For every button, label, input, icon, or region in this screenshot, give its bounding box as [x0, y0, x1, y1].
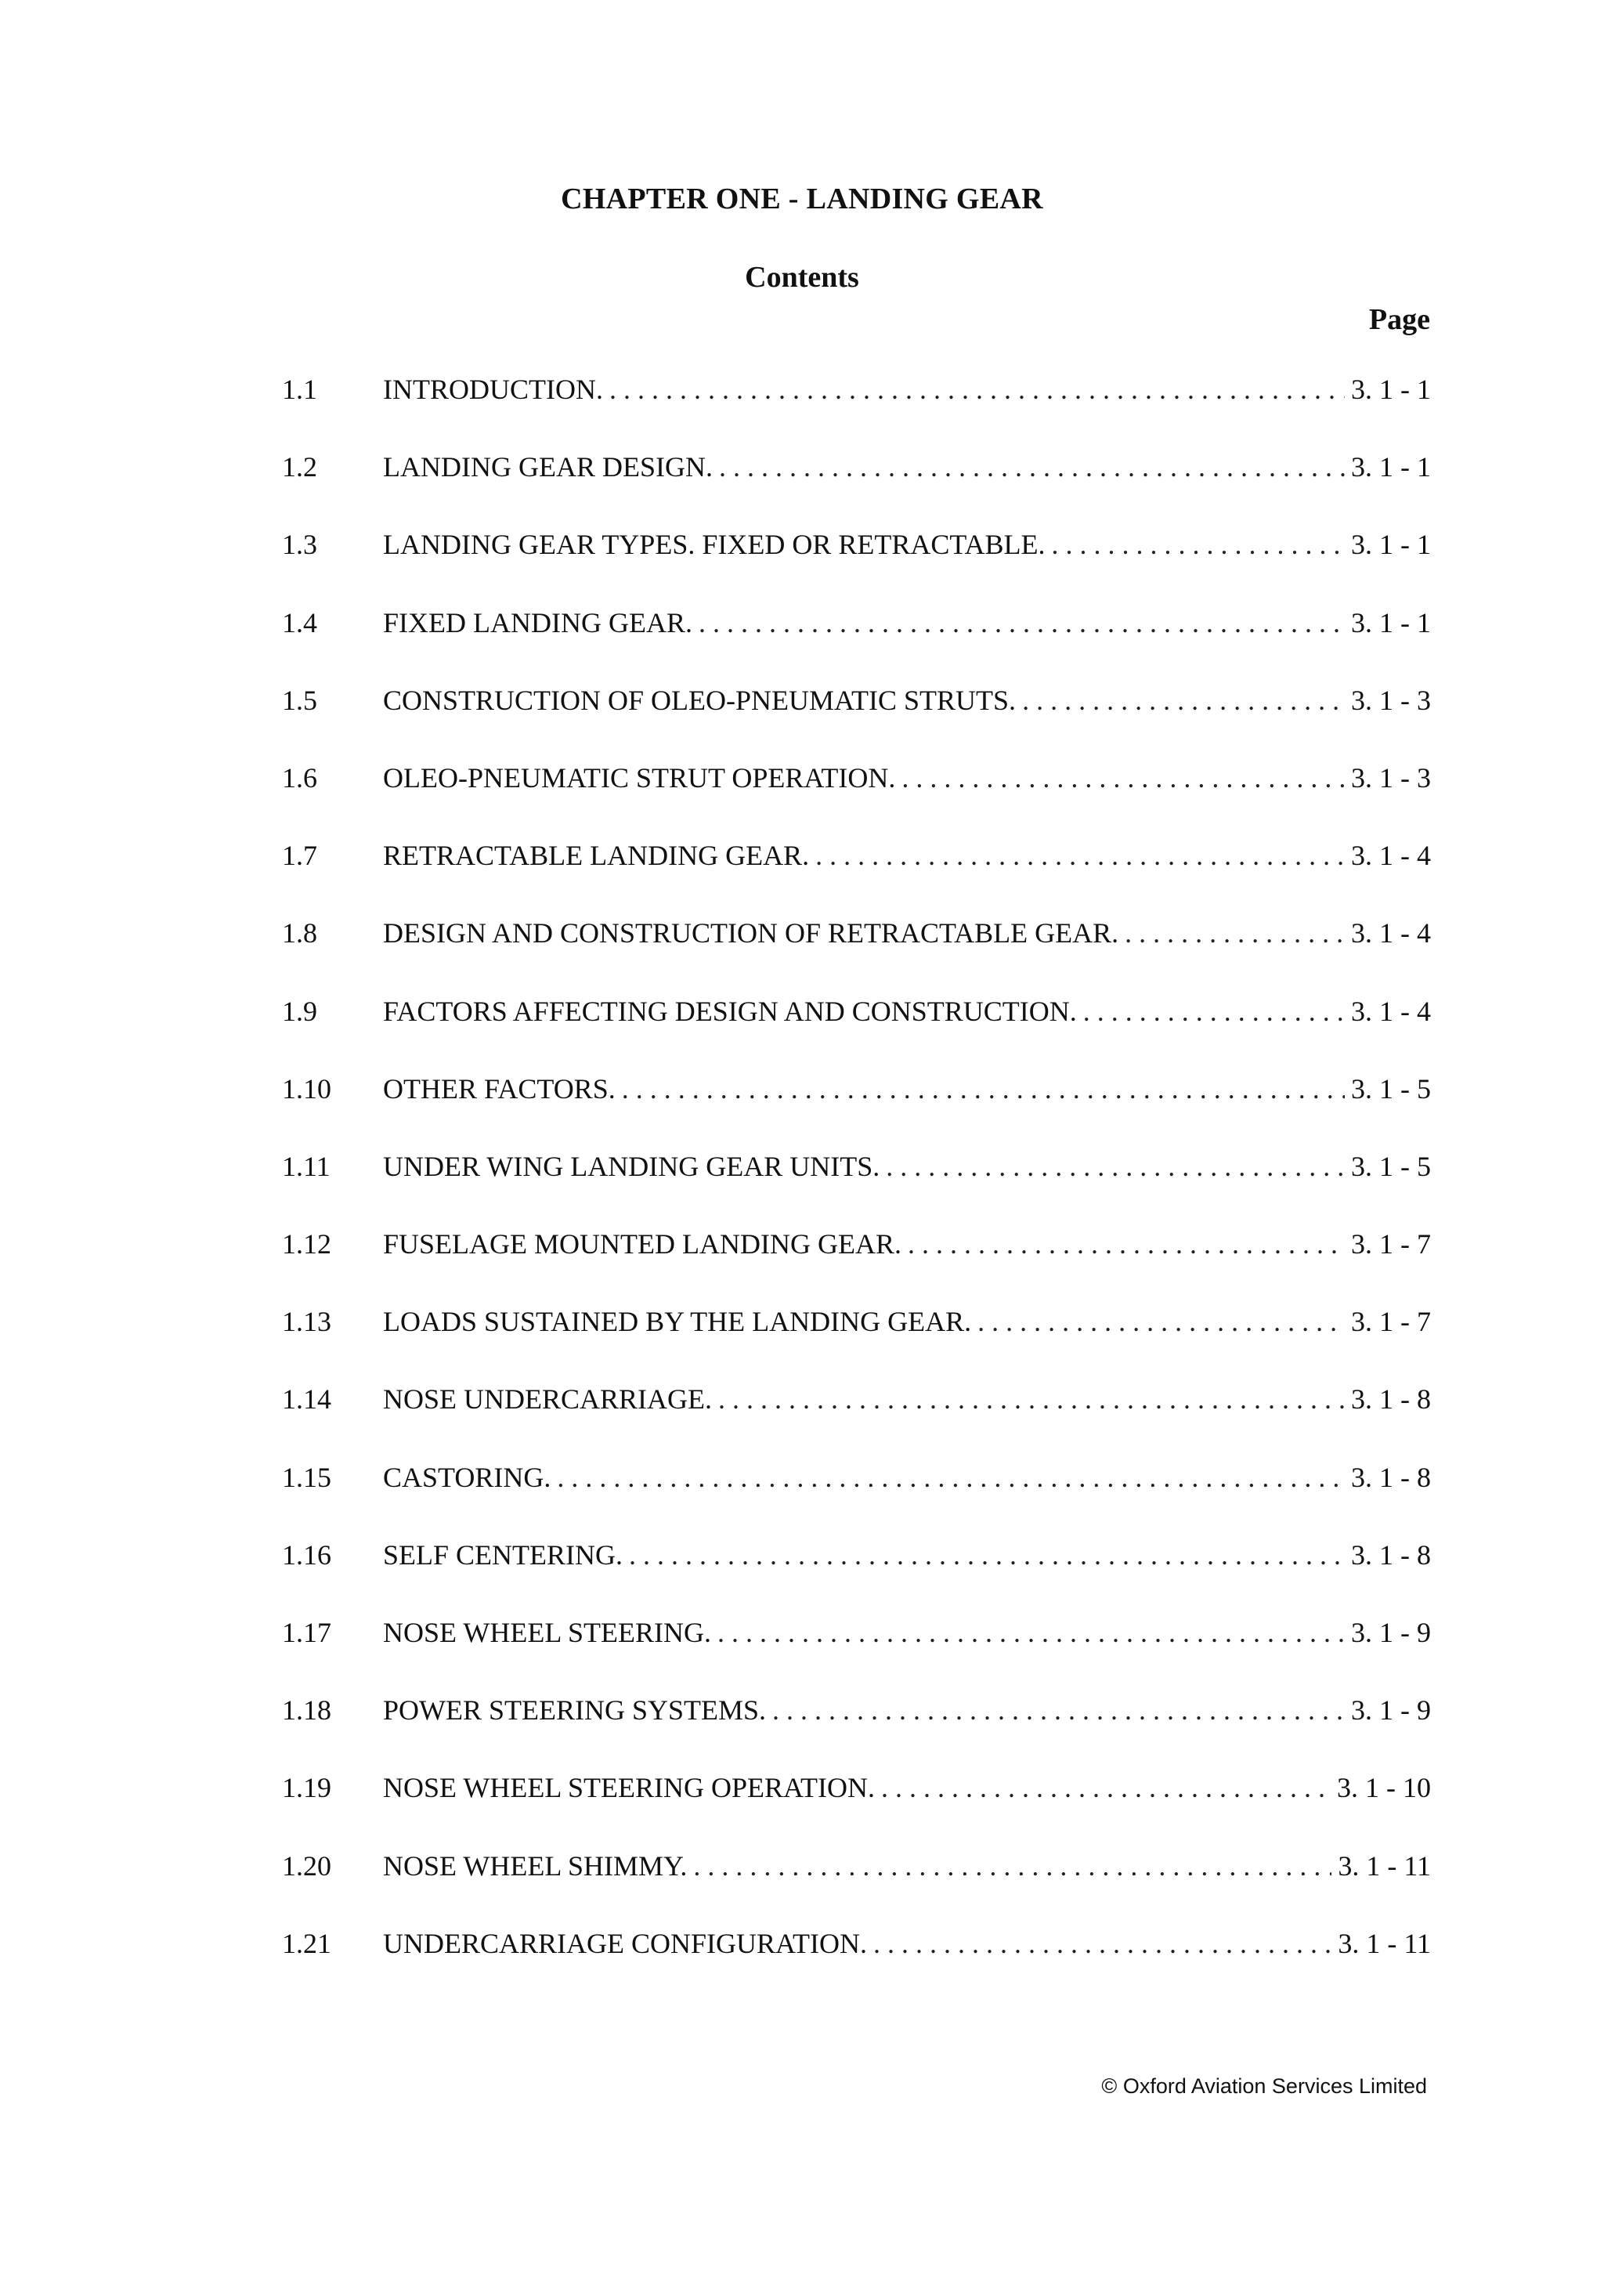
toc-entry-1-15[interactable]: [282, 1461, 1431, 1539]
toc-section-title: RETRACTABLE LANDING GEAR.: [383, 840, 810, 872]
toc-entry-1-7[interactable]: [282, 839, 1431, 917]
toc-entry-1-6[interactable]: [282, 761, 1431, 839]
toc-dot-leader: [557, 1461, 1345, 1494]
toc-section-title: OTHER FACTORS.: [383, 1072, 616, 1105]
toc-section-title: INTRODUCTION.: [383, 374, 603, 405]
toc-dot-leader: [977, 1305, 1345, 1338]
toc-section-number: 1.11: [282, 1150, 331, 1182]
toc-entry-1-1[interactable]: [282, 373, 1431, 450]
toc-page-number: 3. 1 - 9: [1351, 1617, 1431, 1648]
toc-page-number: 3. 1 - 4: [1351, 840, 1431, 872]
toc-section-title: NOSE WHEEL SHIMMY.: [383, 1849, 688, 1882]
toc-section-title: OLEO-PNEUMATIC STRUT OPERATION.: [383, 761, 896, 794]
toc-page-number: 3. 1 - 1: [1351, 529, 1431, 561]
toc-dot-leader: [609, 373, 1345, 406]
toc-entry-1-20[interactable]: [282, 1849, 1431, 1927]
toc-section-title: NOSE WHEEL STEERING.: [383, 1617, 711, 1648]
toc-dot-leader: [873, 1927, 1331, 1960]
toc-section-number: 1.7: [282, 840, 317, 872]
toc-section-number: 1.3: [282, 529, 317, 561]
toc-entry-1-21[interactable]: [282, 1927, 1431, 2005]
toc-entry-1-14[interactable]: [282, 1383, 1431, 1460]
toc-dot-leader: [1022, 684, 1345, 717]
toc-page-number: 3. 1 - 1: [1351, 606, 1431, 638]
toc-section-number: 1.15: [282, 1461, 331, 1493]
toc-section-title: UNDER WING LANDING GEAR UNITS.: [383, 1150, 880, 1182]
toc-section-title: SELF CENTERING.: [383, 1539, 623, 1571]
toc-page-number: 3. 1 - 9: [1351, 1694, 1431, 1727]
page-column-heading: Page: [1368, 303, 1430, 336]
toc-section-number: 1.17: [282, 1617, 331, 1648]
toc-section-number: 1.19: [282, 1772, 331, 1804]
toc-section-number: 1.9: [282, 995, 317, 1027]
toc-entry-1-2[interactable]: [282, 450, 1431, 528]
toc-page-number: 3. 1 - 4: [1351, 995, 1431, 1027]
toc-section-number: 1.10: [282, 1072, 331, 1105]
toc-dot-leader: [1051, 528, 1345, 561]
toc-dot-leader: [901, 761, 1345, 794]
toc-entry-1-18[interactable]: [282, 1694, 1431, 1771]
toc-page-number: 3. 1 - 8: [1351, 1539, 1431, 1571]
toc-section-number: 1.5: [282, 684, 317, 716]
toc-entry-1-19[interactable]: [282, 1771, 1431, 1849]
toc-dot-leader: [693, 1849, 1331, 1882]
toc-page-number: 3. 1 - 1: [1351, 451, 1431, 483]
toc-dot-leader: [886, 1150, 1345, 1183]
toc-section-number: 1.1: [282, 374, 317, 405]
toc-section-title: FIXED LANDING GEAR.: [383, 606, 692, 638]
toc-section-number: 1.6: [282, 761, 317, 794]
toc-section-title: POWER STEERING SYSTEMS.: [383, 1694, 767, 1727]
toc-section-title: LANDING GEAR DESIGN.: [383, 451, 713, 483]
toc-section-title: UNDERCARRIAGE CONFIGURATION.: [383, 1927, 868, 1959]
toc-dot-leader: [1083, 995, 1345, 1028]
toc-section-title: CONSTRUCTION OF OLEO-PNEUMATIC STRUTS.: [383, 684, 1017, 716]
toc-page-number: 3. 1 - 5: [1351, 1150, 1431, 1182]
toc-section-number: 1.14: [282, 1383, 331, 1416]
toc-dot-leader: [1125, 917, 1345, 949]
toc-section-number: 1.16: [282, 1539, 331, 1571]
toc-section-title: LANDING GEAR TYPES. FIXED OR RETRACTABLE.: [383, 529, 1046, 561]
toc-section-title: NOSE WHEEL STEERING OPERATION.: [383, 1772, 875, 1804]
toc-section-number: 1.8: [282, 917, 317, 949]
toc-entry-1-10[interactable]: [282, 1072, 1431, 1150]
toc-page-number: 3. 1 - 8: [1351, 1461, 1431, 1493]
toc-page-number: 3. 1 - 1: [1351, 374, 1431, 405]
toc-entry-1-11[interactable]: [282, 1150, 1431, 1228]
toc-page-number: 3. 1 - 10: [1337, 1772, 1431, 1804]
toc-page-number: 3. 1 - 5: [1351, 1072, 1431, 1105]
toc-page-number: 3. 1 - 11: [1338, 1849, 1431, 1882]
toc-entry-1-3[interactable]: [282, 528, 1431, 606]
toc-section-title: FUSELAGE MOUNTED LANDING GEAR.: [383, 1228, 901, 1260]
toc-section-number: 1.4: [282, 606, 317, 638]
toc-entry-1-5[interactable]: [282, 684, 1431, 761]
toc-section-number: 1.13: [282, 1306, 331, 1338]
toc-section-number: 1.20: [282, 1849, 331, 1882]
toc-page-number: 3. 1 - 3: [1351, 684, 1431, 716]
toc-page-number: 3. 1 - 8: [1351, 1383, 1431, 1416]
toc-dot-leader: [629, 1539, 1345, 1571]
toc-page-number: 3. 1 - 7: [1351, 1228, 1431, 1260]
chapter-title: CHAPTER ONE - LANDING GEAR: [561, 183, 1043, 215]
toc-dot-leader: [881, 1771, 1331, 1804]
toc-section-title: CASTORING.: [383, 1461, 551, 1493]
toc-section-title: DESIGN AND CONSTRUCTION OF RETRACTABLE GEAR.: [383, 917, 1119, 949]
toc-entry-1-4[interactable]: [282, 606, 1431, 684]
toc-page-number: 3. 1 - 3: [1351, 761, 1431, 794]
toc-page-number: 3. 1 - 7: [1351, 1306, 1431, 1338]
toc-entry-1-17[interactable]: [282, 1616, 1431, 1694]
toc-entry-1-12[interactable]: [282, 1228, 1431, 1305]
toc-section-number: 1.18: [282, 1694, 331, 1727]
toc-section-title: FACTORS AFFECTING DESIGN AND CONSTRUCTION.: [383, 995, 1077, 1027]
toc-dot-leader: [719, 450, 1345, 483]
toc-dot-leader: [622, 1072, 1345, 1105]
toc-dot-leader: [699, 606, 1345, 639]
contents-heading: Contents: [745, 261, 859, 294]
toc-section-number: 1.2: [282, 451, 317, 483]
toc-section-number: 1.12: [282, 1228, 331, 1260]
toc-section-title: NOSE UNDERCARRIAGE.: [383, 1383, 713, 1416]
toc-page-number: 3. 1 - 4: [1351, 917, 1431, 949]
toc-page-number: 3. 1 - 11: [1338, 1927, 1431, 1959]
toc-dot-leader: [908, 1228, 1345, 1260]
toc-entry-1-8[interactable]: [282, 917, 1431, 994]
toc-dot-leader: [717, 1616, 1345, 1649]
copyright-footer: © Oxford Aviation Services Limited: [1101, 2074, 1427, 2098]
toc-section-title: LOADS SUSTAINED BY THE LANDING GEAR.: [383, 1306, 972, 1338]
toc-entry-1-16[interactable]: [282, 1539, 1431, 1616]
toc-entry-1-9[interactable]: [282, 995, 1431, 1072]
toc-dot-leader: [718, 1383, 1345, 1416]
toc-dot-leader: [815, 839, 1345, 872]
toc-entry-1-13[interactable]: [282, 1305, 1431, 1383]
table-of-contents: [282, 373, 1431, 2005]
toc-section-number: 1.21: [282, 1927, 331, 1959]
toc-dot-leader: [772, 1694, 1345, 1727]
